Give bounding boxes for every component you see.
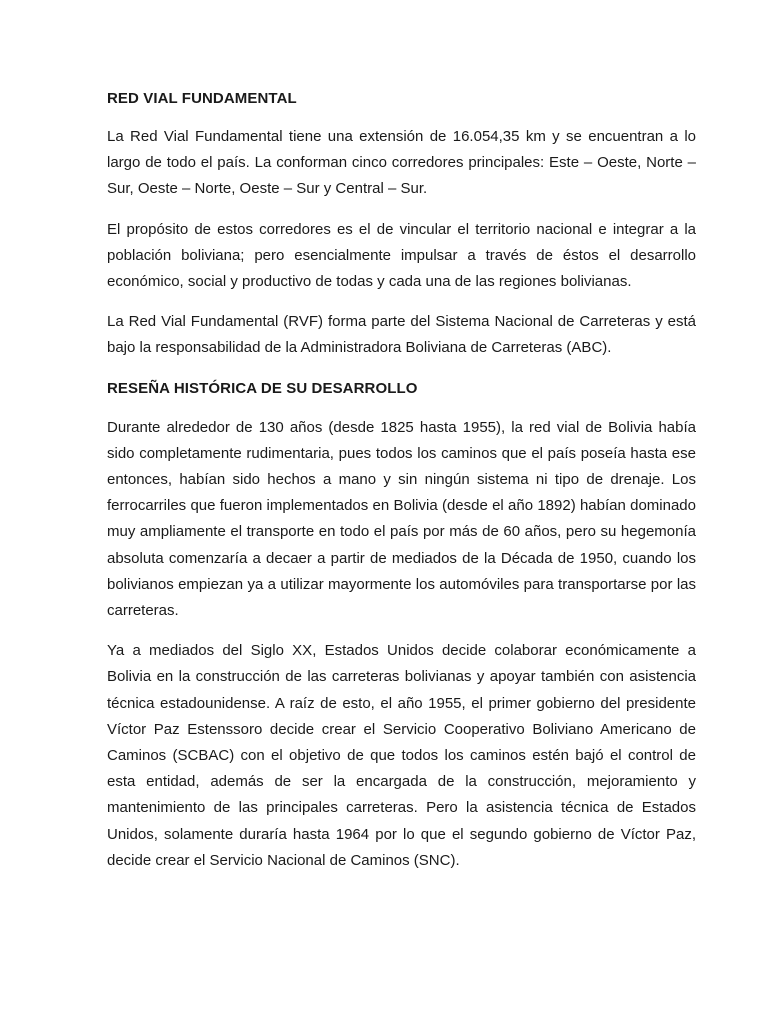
paragraph: El propósito de estos corredores es el de vincular el territorio nacional e integrar a la población boliviana; pero esencialmente impulsar a través de éstos el desarrollo económico, social y productivo de todas y cada una de las regiones bolivianas. [107,220,696,291]
paragraph: Ya a mediados del Siglo XX, Estados Unidos decide colaborar económicamente a Bolivia en la construcción de las carreteras bolivianas y apoyar también con asistencia técnica estadounidense. A raíz de esto, el año 1955, el primer gobierno del presidente Víctor Paz Estenssoro decide crear el Servicio Cooperativo Boliviano Americano de Caminos (SCBAC) con el objetivo de que todos los caminos estén bajó el control de esta entidad, además de ser la encargada de la construcción, mejoramiento y mantenimiento de las principales carreteras. Pero la asistencia técnica de Estados Unidos, solamente duraría hasta 1964 por lo que el segundo gobierno de Víctor Paz, decide crear el Servicio Nacional de Caminos (SNC). [107,642,696,869]
paragraph: La Red Vial Fundamental tiene una extensión de 16.054,35 km y se encuentran a lo largo de todo el país. La conforman cinco corredores principales: Este – Oeste, Norte – Sur, Oeste – Norte, Oeste – Sur y Central – Sur. [107,128,696,198]
paragraph: Durante alrededor de 130 años (desde 1825 hasta 1955), la red vial de Bolivia había sido completamente rudimentaria, pues todos los caminos que el país poseía hasta ese entonces, habían sido hechos a mano y sin ningún sistema ni tipo de drenaje. Los ferrocarriles que fueron implementados en Bolivia (desde el año 1892) habían dominado muy ampliamente el transporte en todo el país por más de 60 años, pero su hegemonía absoluta comenzaría a decaer a partir de mediados de la Década de 1950, cuando los bolivianos empiezan ya a utilizar mayormente los automóviles para transportarse por las carreteras. [107,418,696,620]
section-heading-resena-historica: RESEÑA HISTÓRICA DE SU DESARROLLO [107,379,418,397]
paragraph: La Red Vial Fundamental (RVF) forma parte del Sistema Nacional de Carreteras y está bajo la responsabilidad de la Administradora Boliviana de Carreteras (ABC). [107,313,696,357]
section-heading-red-vial: RED VIAL FUNDAMENTAL [107,90,297,107]
